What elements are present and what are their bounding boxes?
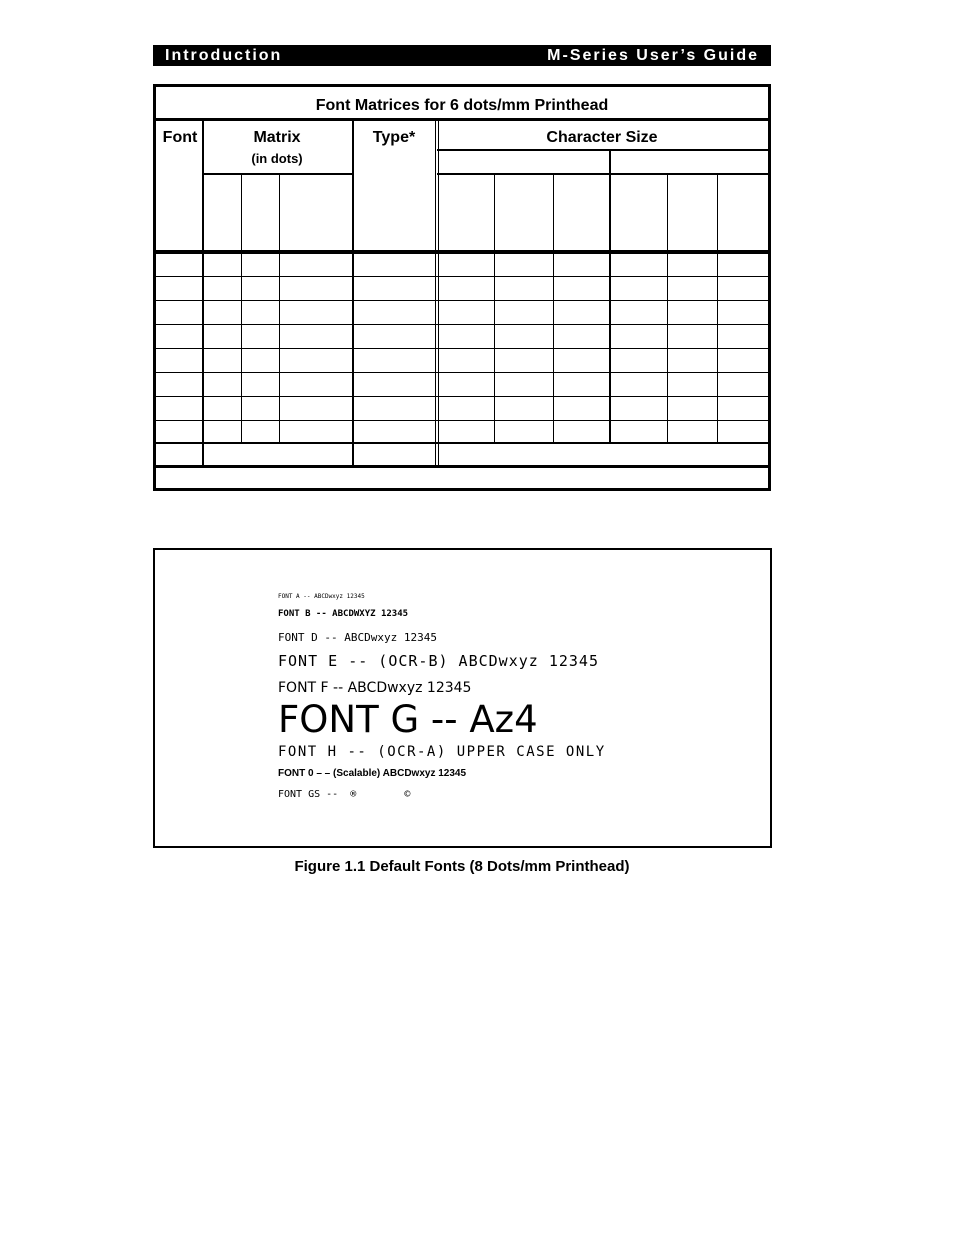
table-rule <box>494 173 495 443</box>
table-rule <box>437 149 768 151</box>
table-rule <box>202 173 353 175</box>
table-rule <box>156 396 768 397</box>
font-sample-line: FONT 0 – – (Scalable) ABCDwxyz 12345 <box>278 768 467 779</box>
font-sample-line: FONT B -- ABCDWXYZ 12345 <box>278 609 409 619</box>
table-rule <box>156 250 768 254</box>
table-rule <box>717 173 718 443</box>
table-rule <box>156 442 768 444</box>
table-rule <box>156 276 768 277</box>
table-rule <box>156 348 768 349</box>
font-sample-line: FONT D -- ABCDwxyz 12345 <box>278 631 437 644</box>
table-rule <box>279 173 280 443</box>
table-rule <box>156 324 768 325</box>
page-header <box>153 45 771 66</box>
table-rule <box>667 173 668 443</box>
column-header-matrix: Matrix <box>253 129 301 146</box>
table-rule <box>202 118 204 465</box>
font-sample-line: FONT E -- (OCR-B) ABCDwxyz 12345 <box>278 652 599 670</box>
column-header-character-size: Character Size <box>546 129 658 146</box>
column-header-type: Type* <box>372 129 416 146</box>
table-rule <box>156 300 768 301</box>
font-sample-line: FONT F -- ABCDwxyz 12345 <box>278 680 472 696</box>
font-sample-line: FONT H -- (OCR-A) UPPER CASE ONLY <box>278 744 606 760</box>
table-rule <box>156 420 768 421</box>
font-matrices-table <box>153 84 771 491</box>
table-rule <box>435 118 436 465</box>
table-rule <box>156 372 768 373</box>
table-rule <box>438 118 439 465</box>
font-sample-line: FONT GS -- ® © <box>278 789 411 800</box>
table-rule <box>156 465 768 468</box>
table-rule <box>352 118 354 465</box>
column-header-matrix-units: (in dots) <box>251 151 303 166</box>
figure-caption: Figure 1.1 Default Fonts (8 Dots/mm Printhead) <box>294 858 630 875</box>
header-guide-title: M-Series User’s Guide <box>547 46 759 64</box>
table-rule <box>241 173 242 443</box>
table-rule <box>609 149 611 443</box>
font-sample-line: FONT A -- ABCDwxyz 12345 <box>278 593 365 600</box>
table-title: Font Matrices for 6 dots/mm Printhead <box>315 97 609 114</box>
default-fonts-figure <box>153 548 772 848</box>
font-sample-printout <box>278 588 643 810</box>
table-rule <box>437 173 768 175</box>
table-rule <box>553 173 554 443</box>
font-sample-line: FONT G -- Az4 <box>278 698 538 741</box>
column-header-font: Font <box>162 129 198 146</box>
table-rule <box>156 118 768 121</box>
header-section-title: Introduction <box>165 46 283 64</box>
